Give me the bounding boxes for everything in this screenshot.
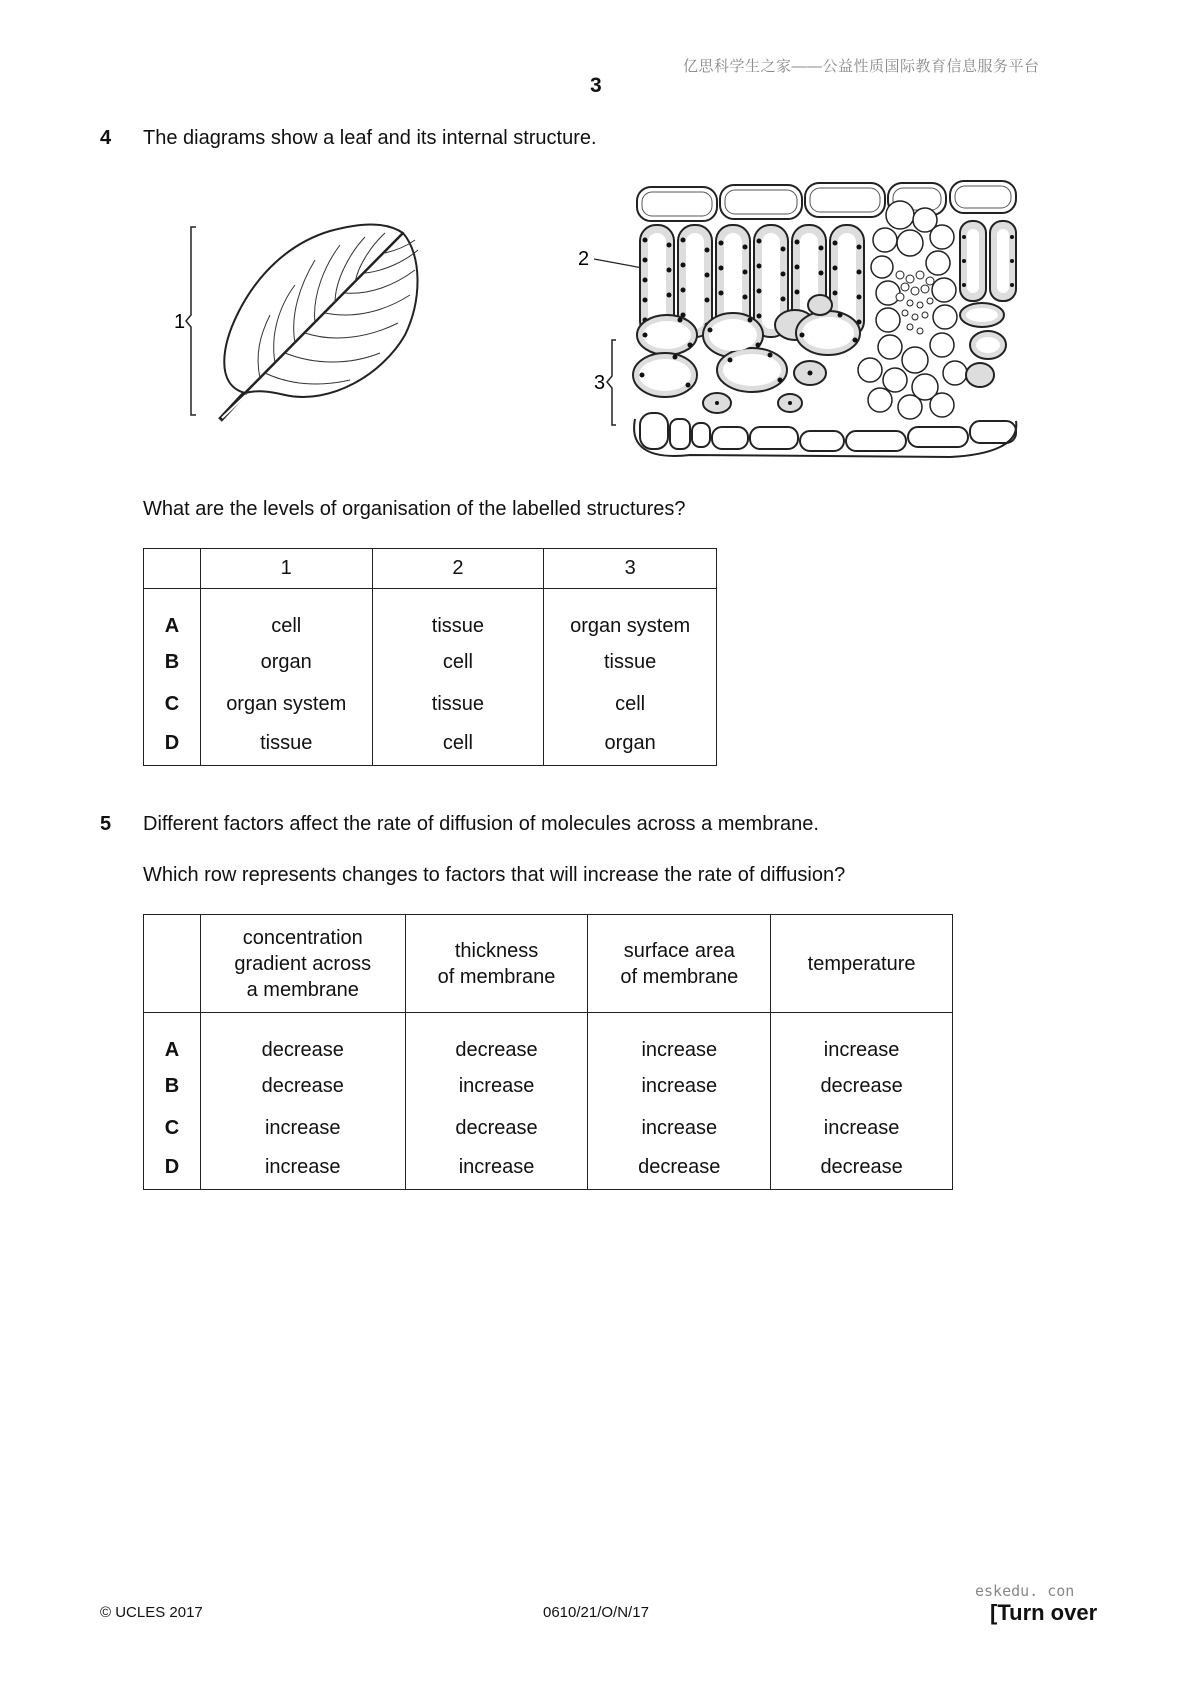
header-line: temperature: [807, 952, 916, 975]
table-cell: decrease: [771, 1150, 953, 1190]
table-cell: organ: [544, 726, 717, 766]
label-1: 1: [174, 311, 186, 333]
table-header-cell: 2: [372, 549, 544, 589]
table-row: [144, 642, 717, 684]
table-row: [144, 684, 717, 726]
table-cell: increase: [771, 1013, 953, 1066]
row-label: A: [144, 589, 201, 642]
table-cell: decrease: [588, 1150, 771, 1190]
table-header-cell: [144, 915, 201, 1013]
site-watermark: eskedu. con: [975, 1582, 1075, 1600]
table-header-cell: 1: [200, 549, 372, 589]
table-row: [144, 589, 717, 642]
row-label: C: [144, 1108, 201, 1150]
row-label: A: [144, 1013, 201, 1066]
table-row: [144, 1013, 953, 1066]
table-row: [144, 726, 717, 766]
table-cell: tissue: [544, 642, 717, 684]
question-4-options-table: [143, 548, 717, 766]
header-line: a membrane: [246, 978, 359, 1001]
table-cell: increase: [405, 1066, 588, 1108]
table-row: [144, 1108, 953, 1150]
table-cell: decrease: [200, 1013, 405, 1066]
table-cell: decrease: [771, 1066, 953, 1108]
row-label: D: [144, 726, 201, 766]
question-5-text: Different factors affect the rate of diffusion of molecules across a membrane.: [143, 813, 819, 835]
table-cell: increase: [200, 1108, 405, 1150]
table-cell: increase: [588, 1108, 771, 1150]
question-4-text: The diagrams show a leaf and its internal structure.: [143, 127, 597, 149]
table-header-cell: [200, 915, 405, 1013]
table-header-cell: [405, 915, 588, 1013]
table-cell: tissue: [372, 684, 544, 726]
paper-code: 0610/21/O/N/17: [543, 1604, 649, 1621]
table-cell: cell: [372, 726, 544, 766]
row-label: B: [144, 1066, 201, 1108]
table-cell: tissue: [200, 726, 372, 766]
table-cell: organ system: [544, 589, 717, 642]
table-cell: increase: [405, 1150, 588, 1190]
turn-over: [Turn over: [990, 1600, 1098, 1625]
leaf-diagram: [160, 215, 450, 430]
table-header-cell: [771, 915, 953, 1013]
table-row: [144, 1066, 953, 1108]
question-4-prompt: What are the levels of organisation of the labelled structures?: [143, 498, 686, 520]
table-cell: decrease: [200, 1066, 405, 1108]
table-header-cell: [144, 549, 201, 589]
question-5-number: 5: [100, 813, 112, 835]
header-line: surface area: [623, 939, 735, 962]
row-label: B: [144, 642, 201, 684]
table-cell: cell: [372, 642, 544, 684]
label-3: 3: [594, 372, 606, 394]
header-line: of membrane: [620, 965, 739, 988]
header-line: of membrane: [437, 965, 556, 988]
table-cell: organ system: [200, 684, 372, 726]
table-cell: increase: [588, 1066, 771, 1108]
table-cell: decrease: [405, 1108, 588, 1150]
table-cell: organ: [200, 642, 372, 684]
table-row: [144, 1150, 953, 1190]
table-cell: cell: [544, 684, 717, 726]
question-5-options-table: [143, 914, 953, 1190]
table-header-cell: [588, 915, 771, 1013]
table-header-row: [144, 549, 717, 589]
table-cell: decrease: [405, 1013, 588, 1066]
copyright: © UCLES 2017: [100, 1604, 203, 1621]
header-line: thickness: [454, 939, 539, 962]
row-label: C: [144, 684, 201, 726]
question-5-prompt: Which row represents changes to factors that will increase the rate of diffusion?: [143, 864, 846, 886]
label-2: 2: [578, 248, 590, 270]
question-4-number: 4: [100, 127, 112, 149]
table-cell: increase: [771, 1108, 953, 1150]
table-header-row: [144, 915, 953, 1013]
leaf-cross-section-diagram: [570, 175, 1030, 475]
table-header-cell: 3: [544, 549, 717, 589]
watermark-text: 亿思科学生之家——公益性质国际教育信息服务平台: [683, 58, 1040, 75]
table-cell: increase: [200, 1150, 405, 1190]
table-cell: increase: [588, 1013, 771, 1066]
table-cell: cell: [200, 589, 372, 642]
header-line: gradient across: [234, 952, 372, 975]
header-line: concentration: [242, 926, 363, 949]
table-cell: tissue: [372, 589, 544, 642]
row-label: D: [144, 1150, 201, 1190]
page-number: 3: [590, 74, 602, 97]
